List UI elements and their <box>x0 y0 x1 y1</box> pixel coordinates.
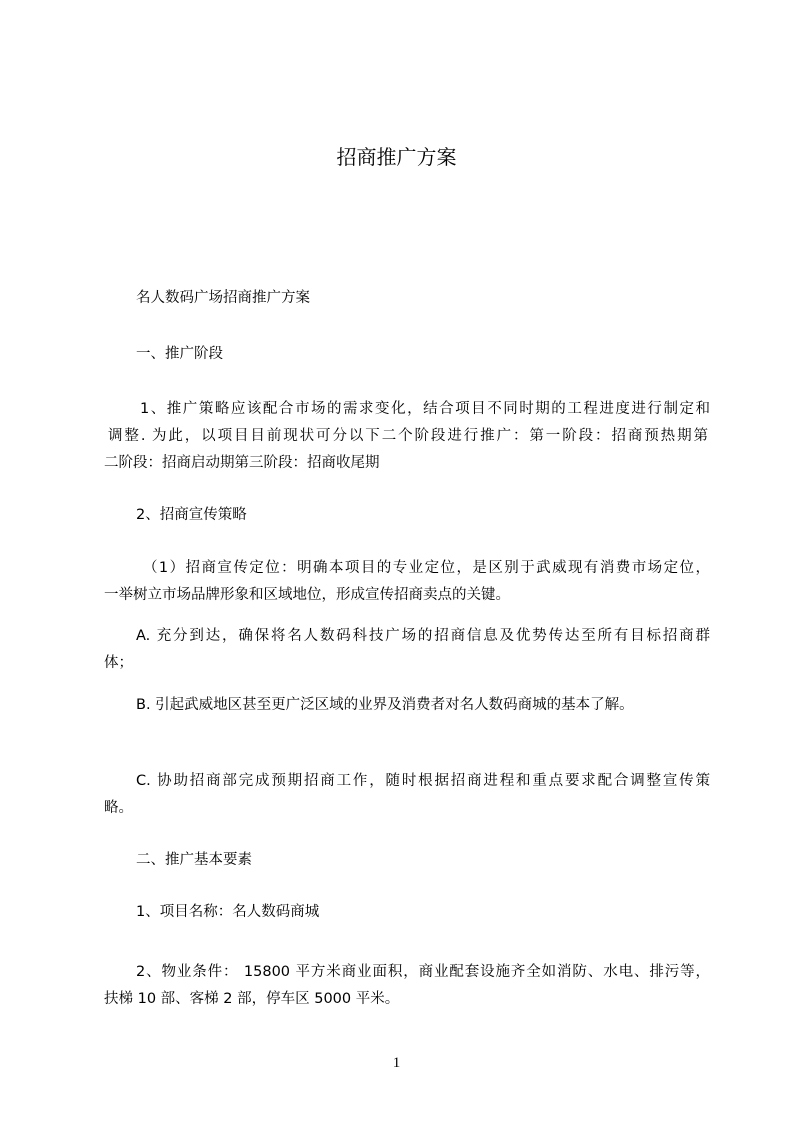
paragraph-line: 体； <box>104 655 133 671</box>
document-title: 招商推广方案 <box>336 145 457 169</box>
paragraph-line: B. 引起武威地区甚至更广泛区域的业界及消费者对名人数码商城的基本了解。 <box>136 697 634 713</box>
list-item: 1、项目名称：名人数码商城 <box>136 904 320 920</box>
paragraph-line: 调整. 为此，以项目目前现状可分以下二个阶段进行推广：第一阶段：招商预热期第 <box>108 428 708 444</box>
paragraph-line: 1、推广策略应该配合市场的需求变化，结合项目不同时期的工程进度进行制定和 <box>140 401 710 417</box>
paragraph-line: 2、物业条件： 15800 平方米商业面积，商业配套设施齐全如消防、水电、排污等， <box>136 964 710 980</box>
document-subtitle: 名人数码广场招商推广方案 <box>136 290 310 306</box>
paragraph-line: 二阶段：招商启动期第三阶段：招商收尾期 <box>104 455 380 471</box>
section-heading: 二、推广基本要素 <box>136 852 252 868</box>
section-heading: 一、推广阶段 <box>136 346 223 362</box>
paragraph-line: 一举树立市场品牌形象和区域地位，形成宣传招商卖点的关键。 <box>104 587 510 603</box>
page-number: 1 <box>392 1055 401 1071</box>
paragraph-line: （1）招商宣传定位：明确本项目的专业定位，是区别于武威现有消费市场定位， <box>143 560 710 576</box>
paragraph-line: C. 协助招商部完成预期招商工作，随时根据招商进程和重点要求配合调整宣传策 <box>136 773 710 789</box>
paragraph-line: 略。 <box>104 800 133 816</box>
paragraph-line: A. 充分到达，确保将名人数码科技广场的招商信息及优势传达至所有目标招商群 <box>136 628 710 644</box>
subsection-heading: 2、招商宣传策略 <box>136 507 247 523</box>
paragraph-line: 扶梯 10 部、客梯 2 部，停车区 5000 平米。 <box>104 991 400 1007</box>
